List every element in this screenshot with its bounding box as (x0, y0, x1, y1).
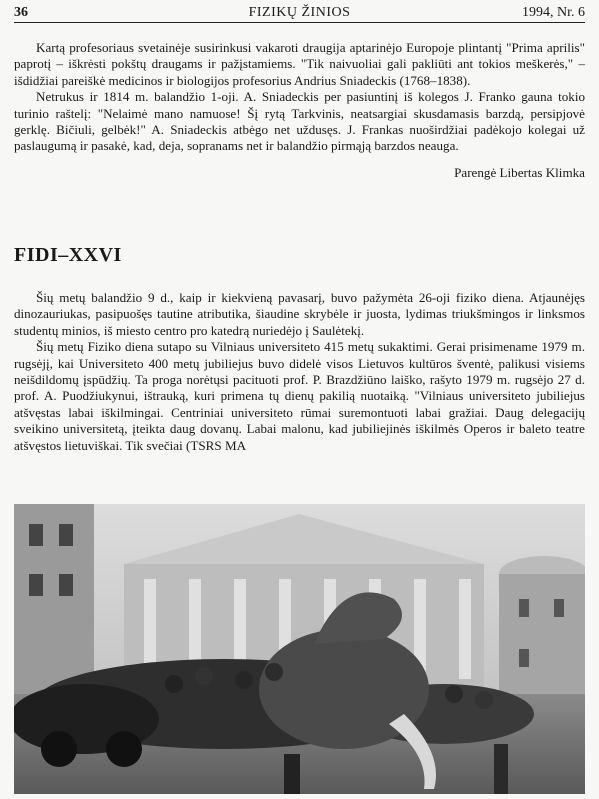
dinosaur-parade-photo (14, 504, 585, 794)
journal-title: FIZIKŲ ŽINIOS (248, 5, 351, 20)
paragraph: Šių metų Fiziko diena sutapo su Vilniaus universiteto 415 metų sukaktimi. Gerai prisimename 1979 m. rugsėjį, kai Universiteto 400 metų jubiliejus buvo didelė visos Lietuvos kultūros šventė, palikusi visiems neišdildomų įspūdžių. Ta proga norėtųsi pacituoti prof. P. Brazdžiūno laiško, rašyto 1979 m. rugsėjo 27 d. prof. A. Puodžiukynui, ištrauką, kuri primena tų dienų pakilią nuotaiką. "Vilniaus universiteto jubiliejus atšvęstas labai iškilmingai. Centriniai universiteto rūmai suremontuoti labai gražiai. Daug delegacijų sveikino universitetą, įteikta daug dovanų. Labai malonu, kad jubiliejinės iškilmės Operos ir baleto teatre atšvęstos lietuviškai. Tik svečiai (TSRS MA (14, 339, 585, 453)
paragraph: Šių metų balandžio 9 d., kaip ir kiekvieną pavasarį, buvo pažymėta 26-oji fiziko diena. Atjaunėjęs dinozauriukas, pasipuošęs tautine atributika, šiaudine skrybėle ir juosta, lydimas triukšmingos ir linksmos studentų minios, iš miesto centro pro katedrą nuriedėjo į Saulėtekį. (14, 290, 585, 338)
page-header (14, 4, 585, 23)
april-fools-article (14, 40, 585, 181)
paragraph: Kartą profesoriaus svetainėje susirinkusi vakaroti draugija aptarinėjo Europoje plintantį "Prima aprilis" paprotį – iškrėsti pokštų draugams ir pažįstamiems. "Tik naivuoliai gali pakliūti ant tokios meškerės," – išdidžiai pareiškė medicinos ir biologijos profesorius Andrius Sniadeckis (1768–1838). (14, 40, 585, 88)
section-title: FIDI–XXVI (14, 244, 122, 266)
author-signature: Parengė Libertas Klimka (454, 164, 585, 180)
photo-illustration (14, 504, 585, 794)
paragraph: Netrukus ir 1814 m. balandžio 1-oji. A. Sniadeckis per pasiuntinį iš kolegos J. Franko gauna tokio turinio raštelį: "Nelaimė mano namuose! Šį rytą Tarkvinis, neatsargiai skusdamasis barzdą, persipjovė gerklę. Bičiuli, gelbėk!" A. Sniadeckis atbėgo net uždusęs. J. Frankas nuoširdžiai padėkojo kolegai už paslaugumą ir pasakė, kad, deja, sopranams net ir balandžio pirmąją barzdos neauga. (14, 89, 585, 154)
page-number: 36 (14, 5, 28, 20)
issue-number: 1994, Nr. 6 (522, 5, 585, 20)
fidi-article (14, 290, 585, 454)
